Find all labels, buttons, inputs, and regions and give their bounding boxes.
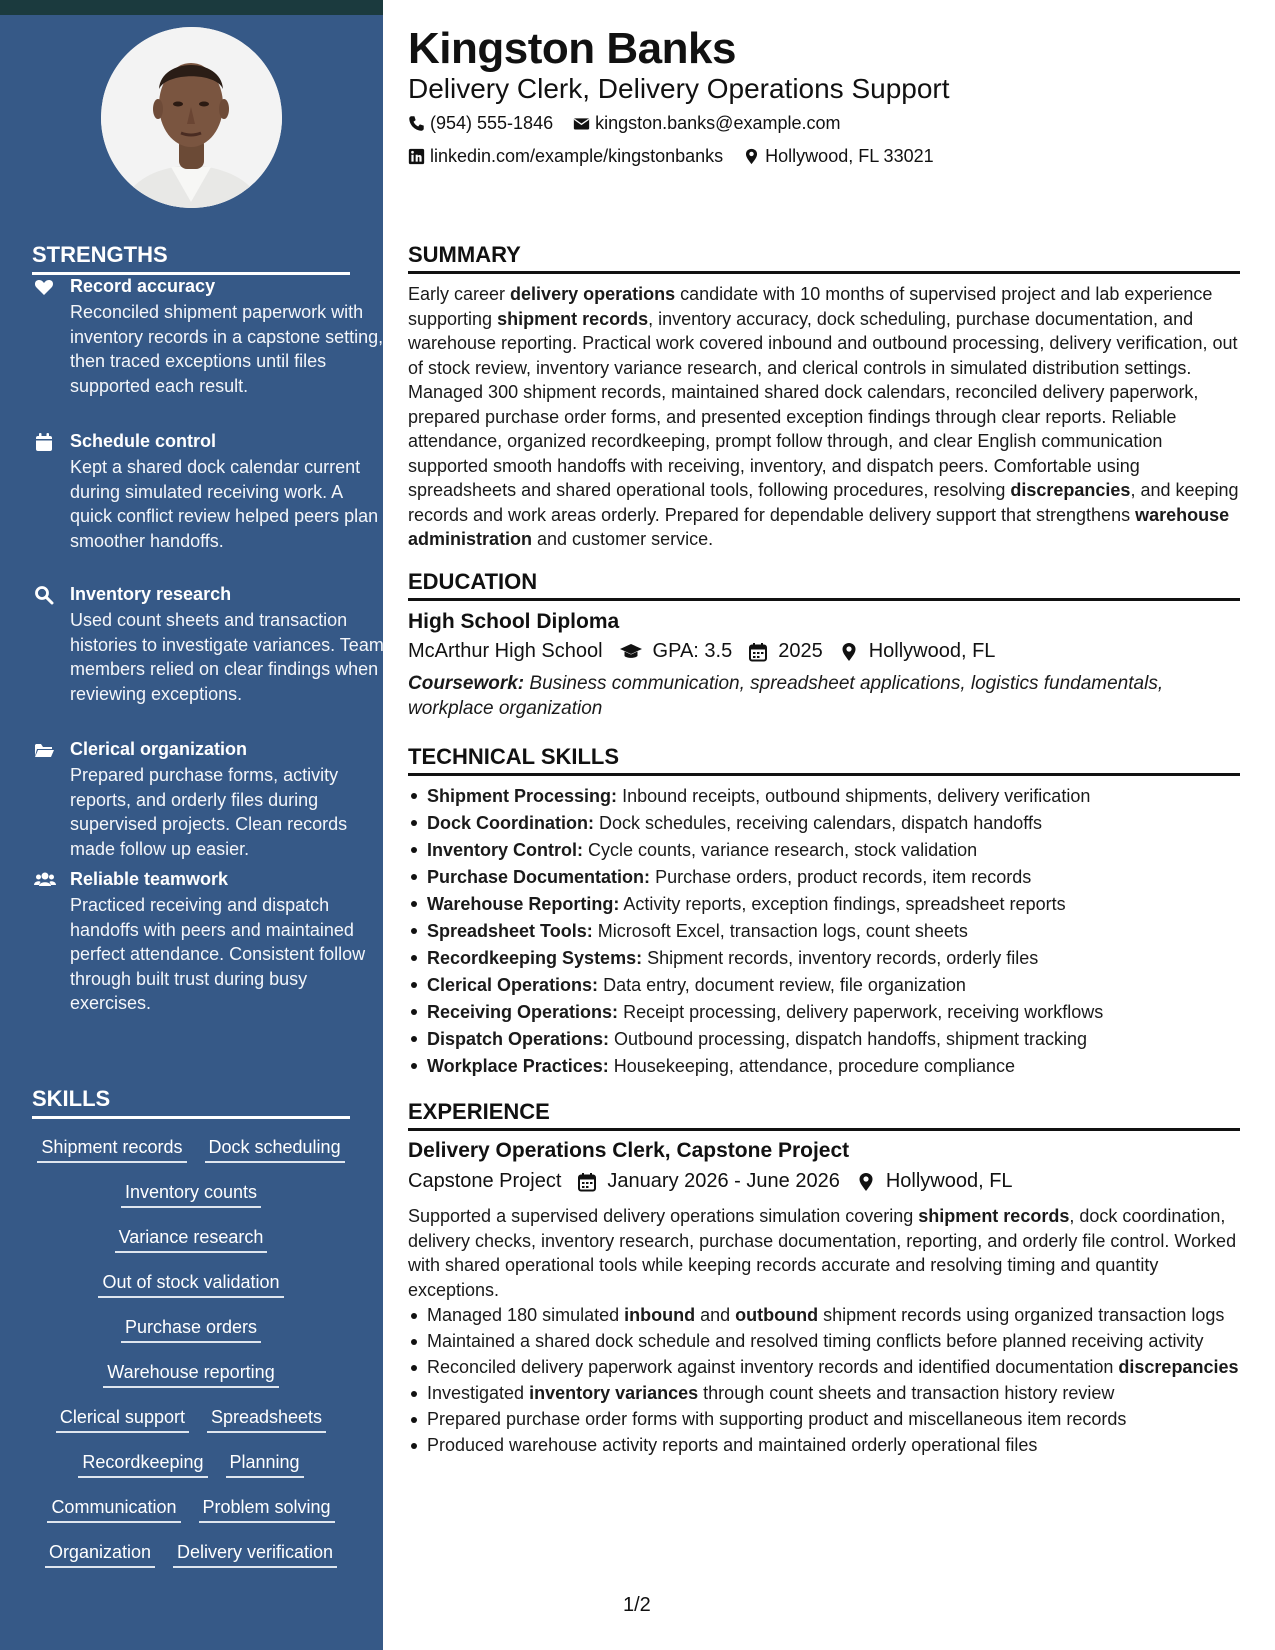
list-item: [408, 891, 1240, 918]
contact-row: [408, 113, 840, 134]
skills-row: [20, 1316, 362, 1343]
folder-open-icon: [34, 740, 54, 760]
strength-text: Prepared purchase forms, activity reports, and orderly files during supervised projects. Clean records made follow up easier.: [70, 765, 348, 859]
gpa-text: GPA: 3.5: [652, 640, 733, 662]
phone-contact[interactable]: [408, 113, 553, 134]
skill-tag: Inventory counts: [121, 1181, 261, 1208]
strength-title: Schedule control: [70, 431, 217, 451]
employment-dates: January 2026 - June 2026: [607, 1170, 840, 1192]
strength-text: Reconciled shipment paperwork with inventory records in a capstone setting, then traced exceptions until files supported each result.: [70, 302, 384, 396]
strength-title: Clerical organization: [70, 739, 248, 759]
technical-skills-heading: TECHNICAL SKILLS: [408, 744, 1240, 776]
experience-meta: [408, 1170, 1013, 1193]
heart-icon: [34, 277, 54, 297]
skills-row: [20, 1226, 362, 1253]
skills-row: [20, 1541, 362, 1568]
list-item: Prepared purchase order forms with supporting product and miscellaneous item records: [408, 1407, 1240, 1432]
sidebar-top-bar: [0, 0, 383, 15]
skill-label: Dispatch Operations:: [427, 1029, 610, 1049]
strength-title: Record accuracy: [70, 276, 216, 296]
skill-tag: Planning: [226, 1451, 304, 1478]
skill-label: Inventory Control:: [427, 840, 583, 860]
skills-row: [20, 1136, 362, 1163]
education-heading: EDUCATION: [408, 569, 1240, 601]
list-item: Managed 180 simulated inbound and outbound shipment records using organized transaction logs: [408, 1303, 1240, 1328]
experience-heading: EXPERIENCE: [408, 1099, 1240, 1131]
skill-label: Clerical Operations:: [427, 975, 599, 995]
users-icon: [34, 870, 54, 890]
location-contact: [743, 146, 933, 167]
list-item: [408, 810, 1240, 837]
list-item: [408, 783, 1240, 810]
skill-value: Microsoft Excel, transaction logs, count sheets: [597, 921, 968, 941]
list-item: [408, 864, 1240, 891]
skill-tag: Problem solving: [199, 1496, 335, 1523]
skill-tag: Communication: [47, 1496, 180, 1523]
strength-text: Kept a shared dock calendar current during simulated receiving work. A quick conflict review helped peers plan smoother handoffs.: [70, 457, 379, 551]
search-icon: [34, 585, 54, 605]
skill-value: Housekeeping, attendance, procedure compliance: [613, 1056, 1016, 1076]
calendar-icon: [748, 642, 768, 662]
strength-text: Used count sheets and transaction histories to investigate variances. Team members relied on clear findings when reviewing exceptions.: [70, 610, 384, 704]
contact-row: [408, 146, 934, 167]
graduation-year: 2025: [778, 640, 823, 662]
skill-tag: Variance research: [115, 1226, 268, 1253]
linkedin-contact[interactable]: [408, 146, 723, 167]
experience-description: Supported a supervised delivery operations simulation covering shipment records, dock coordination, delivery checks, inventory research, purchase documentation, reporting, and orderly file control. Worked with shared operational tools while keeping records accurate and resolving timing and quantity exceptions.: [408, 1206, 1237, 1300]
skill-tag: Organization: [45, 1541, 155, 1568]
education-meta: [408, 640, 995, 663]
skill-tag: Warehouse reporting: [103, 1361, 278, 1388]
list-item: [408, 837, 1240, 864]
envelope-icon: [573, 115, 590, 132]
list-item: [408, 1026, 1240, 1053]
skill-value: Data entry, document review, file organization: [603, 975, 966, 995]
skills-row: [20, 1271, 362, 1298]
skills-heading: SKILLS: [32, 1086, 350, 1119]
phone-text: (954) 555-1846: [430, 113, 554, 133]
skill-label: Receiving Operations:: [427, 1002, 619, 1022]
sidebar: [0, 0, 383, 1650]
job-location: Hollywood, FL: [885, 1170, 1013, 1192]
skill-value: Activity reports, exception findings, spreadsheet reports: [623, 894, 1066, 914]
school-name: McArthur High School: [408, 640, 603, 662]
list-item: Produced warehouse activity reports and maintained orderly operational files: [408, 1433, 1240, 1458]
page-number: 1/2: [623, 1594, 651, 1616]
skill-tag: Purchase orders: [121, 1316, 261, 1343]
skill-value: Receipt processing, delivery paperwork, receiving workflows: [623, 1002, 1104, 1022]
skill-tag: Clerical support: [56, 1406, 189, 1433]
school-location: Hollywood, FL: [868, 640, 996, 662]
coursework-text: Business communication, spreadsheet applications, logistics fundamentals, workplace organization: [408, 673, 1164, 719]
candidate-title: Delivery Clerk, Delivery Operations Support: [408, 73, 950, 104]
list-item: Maintained a shared dock schedule and resolved timing conflicts before planned receiving activity: [408, 1329, 1240, 1354]
strength-text: Practiced receiving and dispatch handoffs with peers and maintained perfect attendance. Consistent follow through built trust during busy exercises.: [70, 895, 366, 1013]
summary-text: Early career delivery operations candidate with 10 months of supervised project and lab experience supporting shipment records, inventory accuracy, dock scheduling, purchase documentation, and warehouse reporting. Practical work covered inbound and outbound processing, delivery verification, out of stock review, inventory variance research, and clerical controls in simulated distribution settings. Managed 300 shipment records, maintained shared dock calendars, reconciled delivery paperwork, prepared purchase order forms, and presented exception findings through clear reports. Reliable attendance, organized recordkeeping, prompt follow through, and clear English communication supported smooth handoffs with receiving, inventory, and dispatch peers. Comfortable using spreadsheets and shared operational tools, following procedures, resolving discrepancies, and keeping records and work areas orderly. Prepared for dependable delivery support that strengthens warehouse administration and customer service.: [408, 284, 1239, 549]
list-item: [408, 918, 1240, 945]
avatar: [101, 27, 282, 208]
degree-title: High School Diploma: [408, 610, 620, 633]
skill-label: Spreadsheet Tools:: [427, 921, 593, 941]
skill-label: Purchase Documentation:: [427, 867, 651, 887]
calendar-icon: [577, 1172, 597, 1192]
skill-label: Recordkeeping Systems:: [427, 948, 643, 968]
skill-value: Dock schedules, receiving calendars, dispatch handoffs: [599, 813, 1042, 833]
phone-icon: [408, 115, 425, 132]
candidate-name: Kingston Banks: [408, 24, 736, 73]
skill-tag: Recordkeeping: [78, 1451, 207, 1478]
skill-tag: Spreadsheets: [207, 1406, 326, 1433]
skill-value: Outbound processing, dispatch handoffs, shipment tracking: [614, 1029, 1088, 1049]
email-text: kingston.banks@example.com: [595, 113, 841, 133]
map-pin-icon: [743, 148, 760, 165]
location-text: Hollywood, FL 33021: [765, 146, 934, 166]
strengths-heading: STRENGTHS: [32, 242, 350, 275]
list-item: Reconciled delivery paperwork against inventory records and identified documentation discrepancies: [408, 1355, 1240, 1380]
skill-tag: Out of stock validation: [98, 1271, 283, 1298]
linkedin-icon: [408, 148, 425, 165]
strength-title: Inventory research: [70, 584, 232, 604]
skill-value: Purchase orders, product records, item records: [655, 867, 1032, 887]
skill-label: Dock Coordination:: [427, 813, 594, 833]
coursework: [408, 672, 1240, 721]
skills-row: [20, 1406, 362, 1433]
skills-row: [20, 1451, 362, 1478]
skills-row: [20, 1181, 362, 1208]
list-item: [408, 945, 1240, 972]
list-item: Investigated inventory variances through count sheets and transaction history review: [408, 1381, 1240, 1406]
map-pin-icon: [856, 1172, 876, 1192]
skill-tag: Dock scheduling: [205, 1136, 345, 1163]
skill-label: Warehouse Reporting:: [427, 894, 620, 914]
technical-skills-list: [408, 783, 1240, 1080]
coursework-label: Coursework:: [408, 673, 525, 694]
skill-value: Cycle counts, variance research, stock validation: [588, 840, 978, 860]
skill-value: Inbound receipts, outbound shipments, delivery verification: [622, 786, 1091, 806]
summary-heading: SUMMARY: [408, 242, 1240, 274]
experience-bullets: [408, 1303, 1240, 1459]
skill-label: Workplace Practices:: [427, 1056, 609, 1076]
organization-name: Capstone Project: [408, 1170, 562, 1192]
map-pin-icon: [839, 642, 859, 662]
strength-title: Reliable teamwork: [70, 869, 229, 889]
linkedin-text: linkedin.com/example/kingstonbanks: [430, 146, 724, 166]
skills-row: [20, 1361, 362, 1388]
list-item: [408, 999, 1240, 1026]
calendar-icon: [34, 432, 54, 452]
list-item: [408, 1053, 1240, 1080]
graduation-cap-icon: [619, 642, 643, 662]
list-item: [408, 972, 1240, 999]
job-title: Delivery Operations Clerk, Capstone Project: [408, 1139, 850, 1162]
skill-label: Shipment Processing:: [427, 786, 618, 806]
skill-tag: Shipment records: [37, 1136, 186, 1163]
skill-value: Shipment records, inventory records, orderly files: [647, 948, 1039, 968]
email-contact[interactable]: [573, 113, 840, 134]
skill-tag: Delivery verification: [173, 1541, 337, 1568]
skills-row: [20, 1496, 362, 1523]
